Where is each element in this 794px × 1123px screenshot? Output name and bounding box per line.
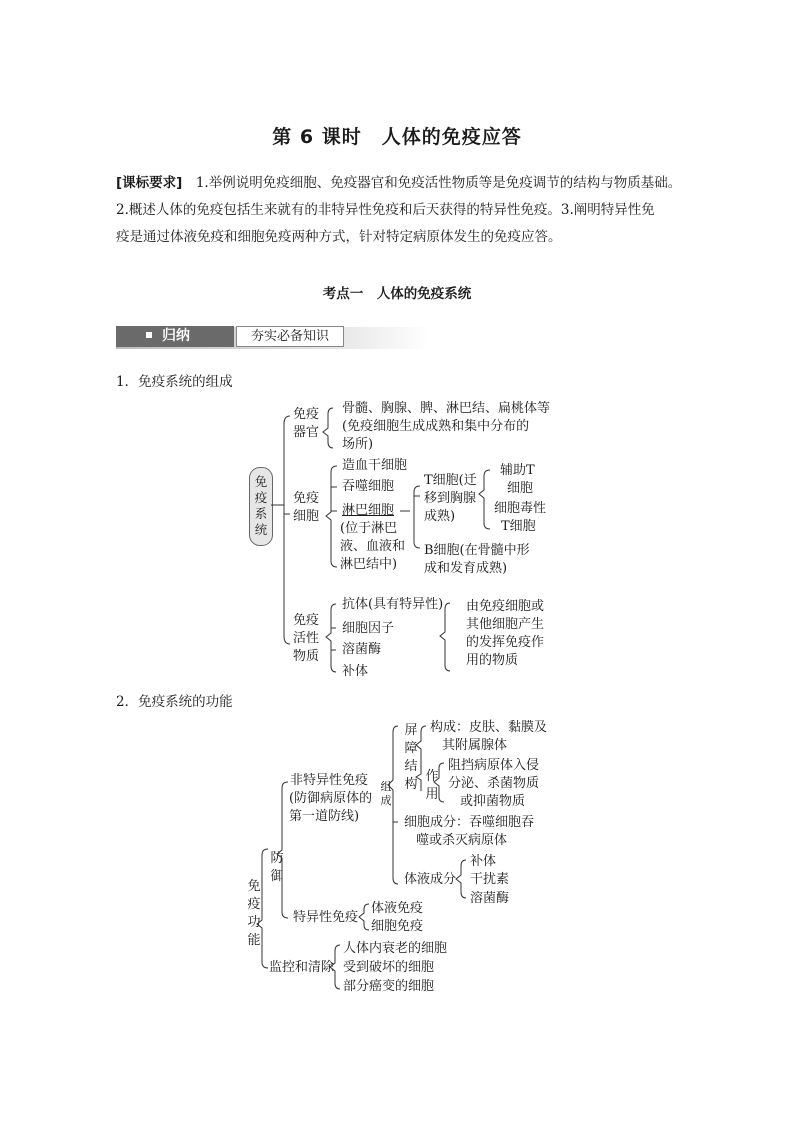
t-cell-line-1: T细胞(迁 <box>424 473 477 488</box>
t-cell-line-3: 成熟) <box>424 509 456 524</box>
monitor-label: 监控和清除 <box>269 960 335 975</box>
function-defense: 防御 <box>270 851 284 884</box>
organ-label-2: 器官 <box>293 425 320 440</box>
t-cytotoxic-2: T细胞 <box>501 519 536 534</box>
t-cytotoxic-1: 细胞毒性 <box>494 501 547 516</box>
b-cell-line-1: B细胞(在骨髓中形 <box>424 543 530 558</box>
specific-label: 特异性免疫 <box>293 910 359 925</box>
lymph-line-2: (位于淋巴 <box>340 521 398 536</box>
lymph-line-1: 淋巴细胞 <box>342 503 395 518</box>
square-icon <box>146 332 152 338</box>
sub-item-complement: 补体 <box>342 664 369 679</box>
t-helper-1: 辅助T <box>500 463 535 478</box>
fluid-comp-label: 体液成分 <box>404 872 457 887</box>
monitor-item-damaged: 受到破坏的细胞 <box>343 960 435 975</box>
monitor-item-cancer: 部分癌变的细胞 <box>343 979 435 994</box>
sub-item-cytokine: 细胞因子 <box>342 621 395 636</box>
heading-composition: 1．免疫系统的组成 <box>116 374 233 390</box>
role-label: 作用 <box>425 769 439 802</box>
sub-desc-3: 的发挥免疫作 <box>466 635 545 650</box>
requirements-text-1: 1.举例说明免疫细胞、免疫器官和免疫活性物质等是免疫调节的结构与物质基础。 <box>195 175 682 191</box>
sub-desc-4: 用的物质 <box>466 653 519 668</box>
compose-label: 组成 <box>380 780 392 807</box>
requirements-line-3: 疫是通过体液免疫和细胞免疫两种方式，针对特定病原体发生的免疫应答。 <box>116 229 562 245</box>
banner-knowledge: 夯实必备知识 <box>236 326 344 347</box>
cell-label-2: 细胞 <box>293 509 320 524</box>
monitor-item-aged: 人体内衰老的细胞 <box>343 941 448 956</box>
page-title: 第 6 课时 人体的免疫应答 <box>272 126 522 148</box>
banner-summary-label: 归纳 <box>162 328 190 344</box>
organ-line-3: 场所) <box>342 437 374 452</box>
barrier-composition-1: 构成：皮肤、黏膜及 <box>430 720 548 735</box>
cell-comp-1: 细胞成分：吞噬细胞吞 <box>404 815 535 830</box>
sub-item-antibody: 抗体(具有特异性) <box>342 597 444 612</box>
t-cell-line-2: 移到胸腺 <box>424 491 477 506</box>
organ-label-1: 免疫 <box>293 407 320 422</box>
sub-label-3: 物质 <box>293 649 320 664</box>
specific-cellular: 细胞免疫 <box>371 919 424 934</box>
cell-label-1: 免疫 <box>293 491 320 506</box>
role-line-3: 或抑菌物质 <box>460 794 526 809</box>
requirements-line-2: 2.概述人体的免疫包括生来就有的非特异性免疫和后天获得的特异性免疫。3.阐明特异性免 <box>116 202 655 218</box>
heading-function: 2．免疫系统的功能 <box>116 694 233 710</box>
requirements-label: [课标要求] <box>116 175 183 191</box>
nonspecific-line-3: 第一道防线) <box>289 809 360 824</box>
sub-label-1: 免疫 <box>293 613 320 628</box>
role-line-1: 阻挡病原体入侵 <box>448 758 540 773</box>
section-title: 考点一 人体的免疫系统 <box>322 286 472 302</box>
cell-item-stem: 造血干细胞 <box>342 458 408 473</box>
barrier-composition-2: 其附属腺体 <box>442 738 508 753</box>
nonspecific-line-1: 非特异性免疫 <box>290 773 369 788</box>
composition-root-label: 免疫系统 <box>254 474 268 537</box>
lymph-line-3: 液、血液和 <box>340 539 406 554</box>
cell-comp-2: 噬或杀灭病原体 <box>416 833 508 848</box>
barrier-label: 屏障结构 <box>404 723 418 792</box>
t-helper-2: 细胞 <box>507 481 534 496</box>
fluid-item-interferon: 干扰素 <box>470 872 510 887</box>
requirements-line-1 <box>116 170 681 196</box>
fluid-item-complement: 补体 <box>470 854 497 869</box>
composition-root <box>249 467 273 546</box>
sub-desc-1: 由免疫细胞或 <box>466 599 545 614</box>
function-root: 免疫功能 <box>247 879 261 948</box>
organ-line-2: (免疫细胞生成成熟和集中分布的 <box>342 419 530 434</box>
sub-desc-2: 其他细胞产生 <box>466 617 545 632</box>
cell-item-phagocyte: 吞噬细胞 <box>342 479 395 494</box>
fluid-item-lysozyme: 溶菌酶 <box>470 891 510 906</box>
organ-line-1: 骨髓、胸腺、脾、淋巴结、扁桃体等 <box>342 401 551 416</box>
sub-item-lysozyme: 溶菌酶 <box>342 642 382 657</box>
nonspecific-line-2: (防御病原体的 <box>289 791 373 806</box>
banner-summary <box>116 326 234 347</box>
role-line-2: 分泌、杀菌物质 <box>448 776 540 791</box>
b-cell-line-2: 成和发育成熟) <box>424 561 508 576</box>
specific-humoral: 体液免疫 <box>371 901 424 916</box>
lymph-line-4: 淋巴结中) <box>340 557 398 572</box>
sub-label-2: 活性 <box>293 631 320 646</box>
